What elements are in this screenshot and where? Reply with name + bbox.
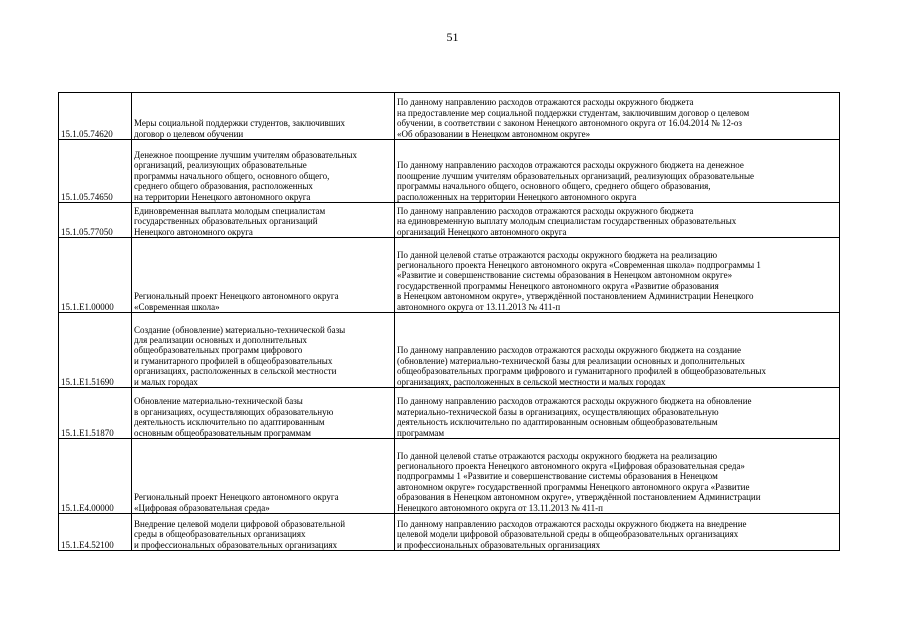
table-row	[59, 140, 840, 203]
row-code: 15.1.E4.00000	[59, 439, 132, 514]
row-description: По данному направлению расходов отражаются расходы окружного бюджета на создание (обновление) материально-технической базы для реализации основных и дополнительных общеобразовательных программ цифрового и гуманитарного профилей в общеобразовательных организациях, расположенных в сельской местности и малых городах	[395, 313, 840, 388]
row-name: Региональный проект Ненецкого автономного округа «Современная школа»	[132, 238, 395, 313]
row-name: Обновление материально-технической базы в организациях, осуществляющих образовательную деятельность исключительно по адаптированным основным общеобразовательным программам	[132, 388, 395, 439]
row-name: Внедрение целевой модели цифровой образовательной среды в общеобразовательных организациях и профессиональных образовательных организациях	[132, 514, 395, 551]
table-row	[59, 313, 840, 388]
table-row	[59, 439, 840, 514]
row-name: Меры социальной поддержки студентов, заключивших договор о целевом обучении	[132, 93, 395, 140]
row-description: По данному направлению расходов отражаются расходы окружного бюджета на единовременную выплату молодым специалистам государственных образовательных организаций Ненецкого автономного округа	[395, 203, 840, 238]
row-code: 15.1.E1.51870	[59, 388, 132, 439]
row-description: По данному направлению расходов отражаются расходы окружного бюджета на обновление материально-технической базы в организациях, осуществляющих образовательную деятельность исключительно по адаптированным основным общеобразовательным программам	[395, 388, 840, 439]
table-row	[59, 203, 840, 238]
budget-classification-table	[58, 92, 840, 551]
table-row	[59, 388, 840, 439]
table-row	[59, 93, 840, 140]
row-code: 15.1.E1.51690	[59, 313, 132, 388]
row-code: 15.1.05.74650	[59, 140, 132, 203]
row-name: Создание (обновление) материально-технической базы для реализации основных и дополнительных общеобразовательных программ цифрового и гуманитарного профилей в общеобразовательных организациях, расположенных в сельской местности и малых городах	[132, 313, 395, 388]
page-number: 51	[446, 30, 459, 44]
table-row	[59, 514, 840, 551]
table-row	[59, 238, 840, 313]
row-description: По данному направлению расходов отражаются расходы окружного бюджета на денежное поощрение лучшим учителям образовательных организаций, реализующих образовательные программы начального общего, основного общего, среднего общего образования, расположенных на территории Ненецкого автономного округа	[395, 140, 840, 203]
row-description: По данной целевой статье отражаются расходы окружного бюджета на реализацию регионального проекта Ненецкого автономного округа «Цифровая образовательная среда» подпрограммы 1 «Развитие и совершенствование системы образования в Ненецком автономном округе» государственной программы Ненецкого автономного округа «Развитие образования в Ненецком автономном округе», утверждённой постановлением Администрации Ненецкого автономного округа от 13.11.2013 № 411-п	[395, 439, 840, 514]
row-code: 15.1.05.74620	[59, 93, 132, 140]
row-description: По данной целевой статье отражаются расходы окружного бюджета на реализацию регионального проекта Ненецкого автономного округа «Современная школа» подпрограммы 1 «Развитие и совершенствование системы образования в Ненецком автономном округе» государственной программы Ненецкого автономного округа «Развитие образования в Ненецком автономном округе», утверждённой постановлением Администрации Ненецкого автономного округа от 13.11.2013 № 411-п	[395, 238, 840, 313]
row-code: 15.1.E1.00000	[59, 238, 132, 313]
row-description: По данному направлению расходов отражаются расходы окружного бюджета на предоставление мер социальной поддержки студентам, заключившим договор о целевом обучении, в соответствии с законом Ненецкого автономного округа от 16.04.2014 № 12-оз «Об образовании в Ненецком автономном округе»	[395, 93, 840, 140]
row-name: Денежное поощрение лучшим учителям образовательных организаций, реализующих образовательные программы начального общего, основного общего, среднего общего образования, расположенных на территории Ненецкого автономного округа	[132, 140, 395, 203]
row-code: 15.1.05.77050	[59, 203, 132, 238]
table-body	[59, 93, 840, 551]
row-name: Единовременная выплата молодым специалистам государственных образовательных организаций Ненецкого автономного округа	[132, 203, 395, 238]
row-description: По данному направлению расходов отражаются расходы окружного бюджета на внедрение целевой модели цифровой образовательной среды в общеобразовательных организациях и профессиональных образовательных организациях	[395, 514, 840, 551]
row-code: 15.1.E4.52100	[59, 514, 132, 551]
row-name: Региональный проект Ненецкого автономного округа «Цифровая образовательная среда»	[132, 439, 395, 514]
